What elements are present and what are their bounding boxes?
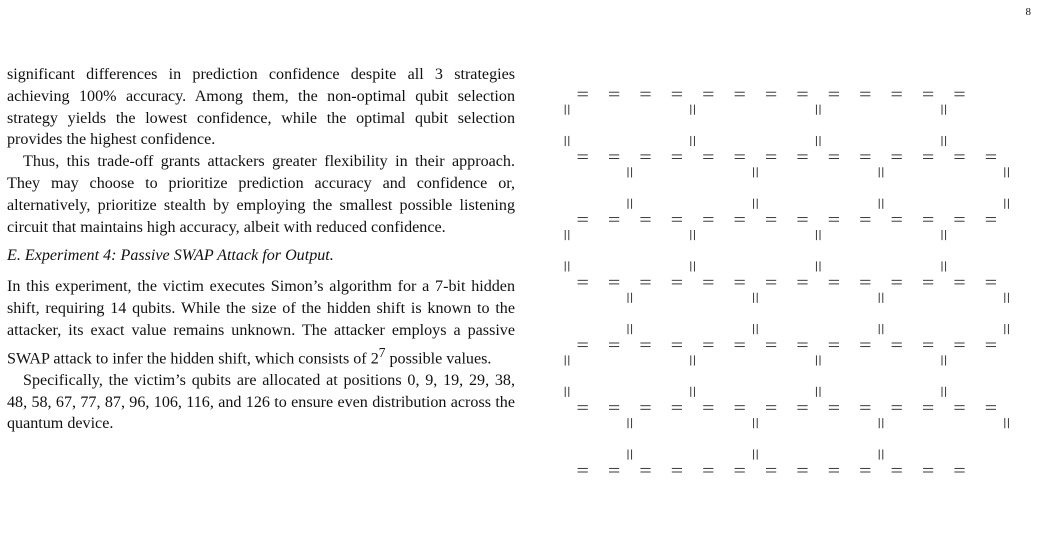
paragraph-4: Specifically, the victim’s qubits are allocated at positions 0, 9, 19, 29, 38, 48, 58, 67, 77, 87, 96, 106, 116, and 126 to ensure even distribution across the quantum device. — [7, 371, 515, 433]
section-heading: E. Experiment 4: Passive SWAP Attack for Output. — [7, 247, 334, 265]
paragraph-3-text: In this experiment, the victim executes Simon’s algorithm for a 7-bit hidden shift, requiring 14 qubits. While the size of the hidden shift is known to the attacker, its exact value remains unknown. The attacker employs a passive SWAP attack to infer the hidden shift, which consists of 2 — [7, 278, 515, 367]
page-number: 8 — [1025, 6, 1031, 18]
paragraph-3-tail: possible values. — [385, 349, 492, 367]
coupling-edges — [565, 92, 1008, 472]
paragraph-2: Thus, this trade-off grants attackers greater flexibility in their approach. They may choose to prioritize prediction accuracy and confidence or, alternatively, prioritize stealth by employing the smallest possible listening circuit that maintains high accuracy, albeit with reduced confidence. — [7, 153, 515, 236]
paragraph-3 — [7, 276, 515, 370]
body-text — [7, 64, 515, 435]
paragraph-1: significant differences in prediction confidence despite all 3 strategies achieving 100% accuracy. Among them, the non-optimal qubit selection strategy yields the lowest confidence, while the optimal qubit selection provides the highest confidence. — [7, 66, 515, 149]
paragraph-3-superscript: 7 — [378, 344, 386, 360]
qubit-layout-figure — [548, 78, 1018, 498]
